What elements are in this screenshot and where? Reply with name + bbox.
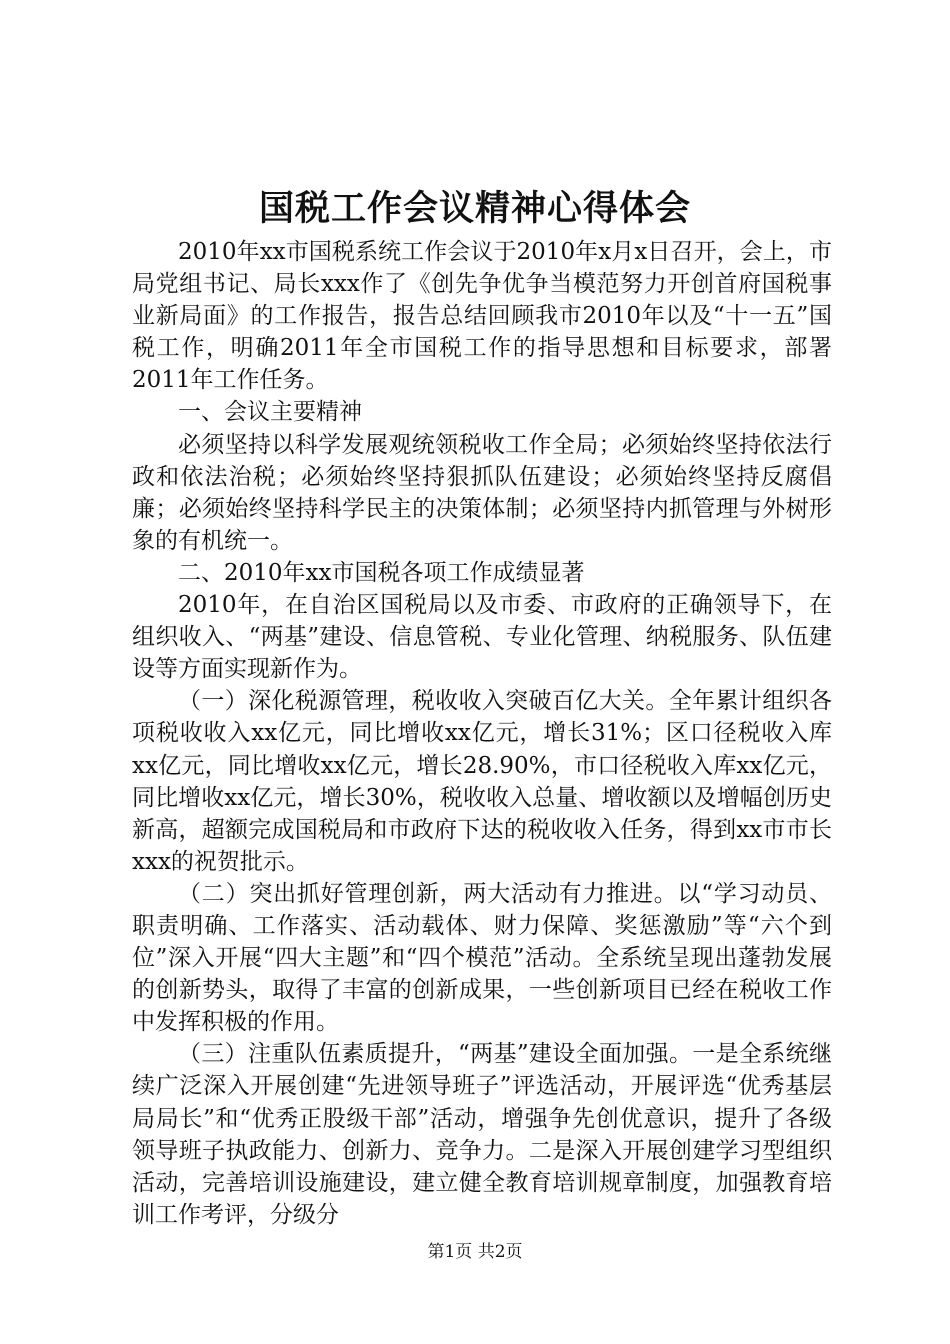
paragraph-item-2: （二）突出抓好管理创新，两大活动有力推进。以“学习动员、职责明确、工作落实、活动载体、财力保障、奖惩激励”等“六个到位”深入开展“四大主题”和“四个模范”活动。全系统呈现出蓬勃发展的创新势头，取得了丰富的创新成果，一些创新项目已经在税收工作中发挥积极的作用。 xyxy=(132,880,832,1036)
document-body xyxy=(132,236,832,1231)
section-heading-2: 二、2010年xx市国税各项工作成绩显著 xyxy=(178,559,585,586)
paragraph-principles: 必须坚持以科学发展观统领税收工作全局；必须始终坚持依法行政和依法治税；必须始终坚持狠抓队伍建设；必须始终坚持反腐倡廉；必须始终坚持科学民主的决策体制；必须坚持内抓管理与外树形象的有机统一。 xyxy=(132,431,832,554)
paragraph-item-1: （一）深化税源管理，税收收入突破百亿大关。全年累计组织各项税收收入xx亿元，同比增收xx亿元，增长31%；区口径税收入库xx亿元，同比增收xx亿元，增长28.90%，市口径税收入库xx亿元，同比增收xx亿元，增长30%，税收收入总量、增收额以及增幅创历史新高，超额完成国税局和市政府下达的税收收入任务，得到xx市市长xxx的祝贺批示。 xyxy=(132,688,832,875)
paragraph-achievements: 2010年，在自治区国税局以及市委、市政府的正确领导下，在组织收入、“两基”建设、信息管税、专业化管理、纳税服务、队伍建设等方面实现新作为。 xyxy=(132,592,832,683)
paragraph-intro: 2010年xx市国税系统工作会议于2010年x月x日召开，会上，市局党组书记、局长xxx作了《创先争优争当模范努力开创首府国税事业新局面》的工作报告，报告总结回顾我市2010年以及“十一五”国税工作，明确2011年全市国税工作的指导思想和目标要求，部署2011年工作任务。 xyxy=(132,239,832,394)
document-title: 国税工作会议精神心得体会 xyxy=(258,188,691,229)
section-heading-1: 一、会议主要精神 xyxy=(178,399,362,426)
page-number: 第1页 共2页 xyxy=(427,1242,523,1262)
paragraph-item-3: （三）注重队伍素质提升，“两基”建设全面加强。一是全系统继续广泛深入开展创建“先进领导班子”评选活动，开展评选“优秀基层局局长”和“优秀正股级干部”活动，增强争先创优意识，提升了各级领导班子执政能力、创新力、竞争力。二是深入开展创建学习型组织活动，完善培训设施建设，建立健全教育培训规章制度，加强教育培训工作考评，分级分 xyxy=(132,1041,832,1228)
